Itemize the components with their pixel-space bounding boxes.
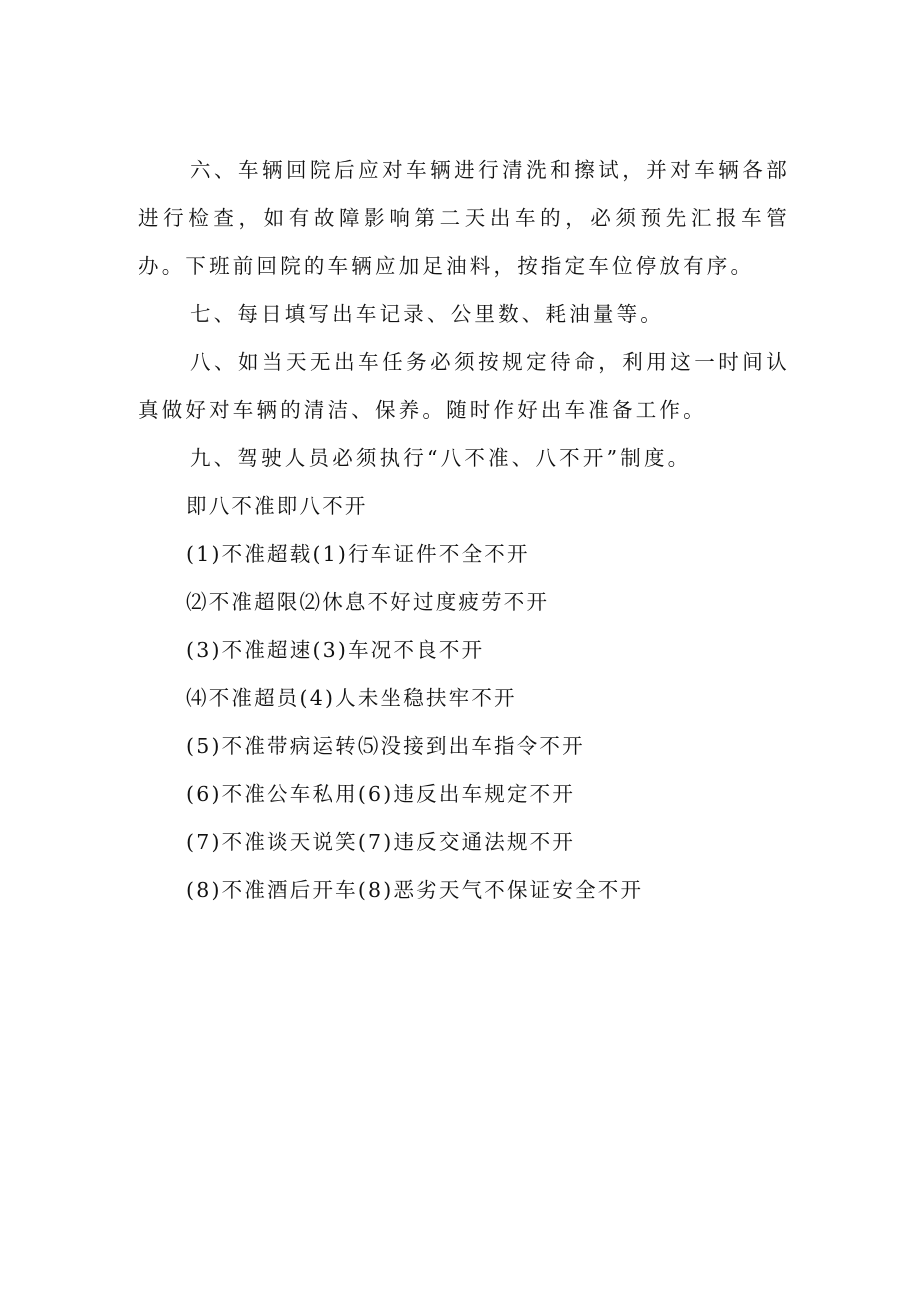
- rules-list-header: 即八不准即八不开: [186, 494, 368, 518]
- paragraph-section-8: 八、如当天无出车任务必须按规定待命，利用这一时间认真做好对车辆的清洁、保养。随时作好出车准备工作。: [138, 350, 790, 422]
- rule-item-5: (5)不准带病运转⑸没接到出车指令不开: [186, 734, 585, 758]
- rule-item-8: (8)不准酒后开车(8)恶劣天气不保证安全不开: [186, 878, 644, 902]
- rule-item-4: ⑷不准超员(4)人未坐稳扶牢不开: [186, 686, 517, 710]
- rule-item-7: (7)不准谈天说笑(7)违反交通法规不开: [186, 830, 576, 854]
- rule-item-3: (3)不准超速(3)车况不良不开: [186, 638, 485, 662]
- rule-item-1: (1)不准超载(1)行车证件不全不开: [186, 542, 530, 566]
- rule-item-6: (6)不准公车私用(6)违反出车规定不开: [186, 782, 576, 806]
- paragraph-section-7: 七、每日填写出车记录、公里数、耗油量等。: [190, 302, 664, 326]
- document-body: [138, 146, 790, 914]
- paragraph-section-9: 九、驾驶人员必须执行“八不准、八不开”制度。: [190, 446, 692, 470]
- rule-item-2: ⑵不准超限⑵休息不好过度疲劳不开: [186, 590, 550, 614]
- paragraph-section-6: 六、车辆回院后应对车辆进行清洗和擦试，并对车辆各部进行检查，如有故障影响第二天出车的，必须预先汇报车管办。下班前回院的车辆应加足油料，按指定车位停放有序。: [138, 158, 790, 278]
